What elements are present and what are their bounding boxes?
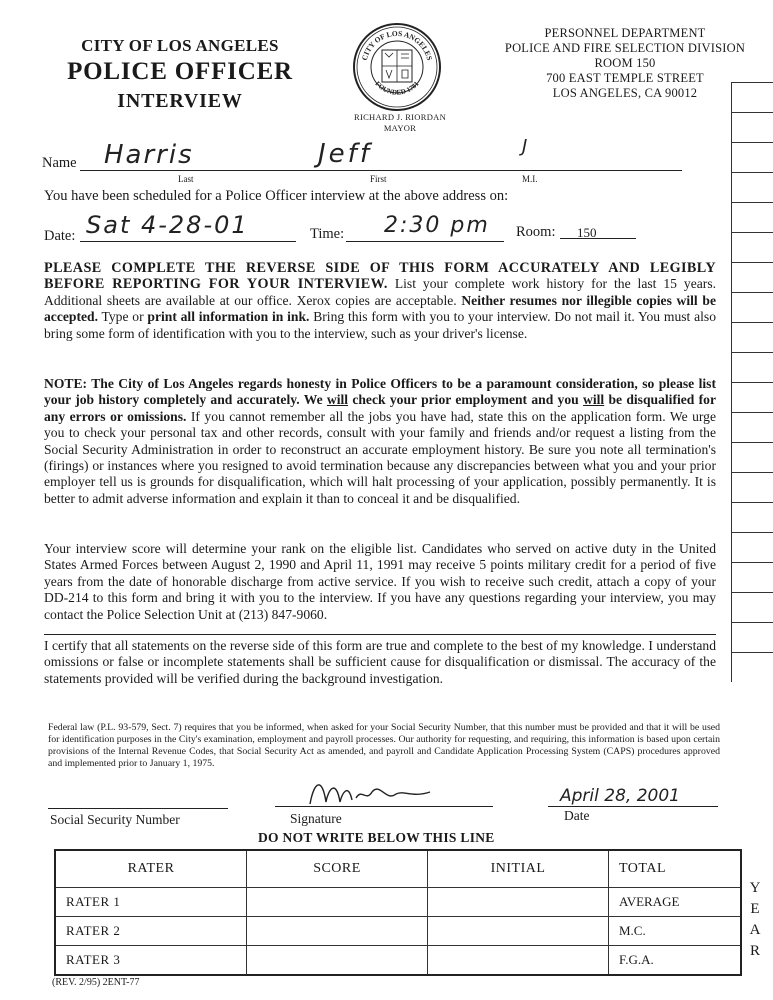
total-label: M.C.	[609, 917, 742, 946]
ssn-label: Social Security Number	[50, 812, 180, 827]
last-name-value[interactable]: Harris	[104, 140, 194, 170]
rater-label: RATER 2	[55, 917, 247, 946]
last-caption: Last	[178, 174, 194, 184]
schedule-text: You have been scheduled for a Police Officer interview at the above address on:	[44, 188, 509, 204]
initial-cell[interactable]	[428, 888, 609, 917]
score-cell[interactable]	[247, 946, 428, 976]
time-label: Time:	[310, 226, 345, 242]
do-not-write-notice: DO NOT WRITE BELOW THIS LINE	[258, 830, 495, 845]
date-signed-value[interactable]: April 28, 2001	[560, 786, 680, 806]
column-header: INITIAL	[428, 850, 609, 888]
city-name: CITY OF LOS ANGELES	[81, 36, 279, 55]
total-label: AVERAGE	[609, 888, 742, 917]
mi-caption: M.I.	[522, 174, 538, 184]
instructions-text: List your complete work history for the last 15 years. Additional sheets are available at our office. Xerox copies are acceptable.	[44, 276, 717, 308]
initial-cell[interactable]	[428, 917, 609, 946]
table-row	[55, 946, 741, 976]
note-text: If you cannot remember all the jobs you have had, state this on the application form. We urge you to check your personal tax and other records, consult with your family and friends and/or request a listing from the Social Security Administration in order to reconstruct an accurate employment history. Be sure you note all termination's (firings) or instances where you resigned to avoid termination because any discrepancies between what you and your prior employer tell us is grounds for disqualification, which will halt processing of your application, possibly permanently. It is better to admit adverse information and explain it than to conceal it and be disqualified.	[44, 408, 716, 506]
dept-line: PERSONNEL DEPARTMENT	[544, 26, 706, 40]
department-address	[500, 26, 750, 101]
time-underline	[346, 241, 504, 242]
year-vertical-label	[748, 878, 762, 962]
rater-label: RATER 1	[55, 888, 247, 917]
first-caption: First	[370, 174, 387, 184]
note-bold: be disqualified for any errors or omissions.	[44, 392, 716, 424]
year-letter: R	[749, 943, 760, 959]
federal-law-notice: Federal law (P.L. 93-579, Sect. 7) requires that you be informed, when asked for your Social Security Number, that this number must be provided and that it will be used for identification purposes in the City's examination, employment and payroll processes. Our authority for requesting, and requiring, this information is based upon certain provisions of the Internal Revenue Codes, that Social Security Act as amended, and payroll and Candidate Application Processing System (CAPS) procedures approved and implemented prior to January 1, 1975.	[48, 722, 720, 769]
column-header: TOTAL	[609, 850, 742, 888]
seal-top-text: CITY OF LOS ANGELES	[359, 28, 435, 62]
note-paragraph	[44, 376, 716, 507]
score-cell[interactable]	[247, 917, 428, 946]
note-bold: NOTE: The City of Los Angeles regards honesty in Police Officers to be a paramount consideration, so please list your job history completely and accurately. We	[44, 376, 716, 408]
total-label: F.G.A.	[609, 946, 742, 976]
signature-scribble[interactable]	[300, 772, 440, 812]
rater-table	[54, 849, 742, 976]
middle-initial-value[interactable]: J	[522, 136, 528, 157]
year-letter: E	[750, 901, 760, 917]
room-value[interactable]: 150	[577, 225, 597, 240]
year-letter: Y	[749, 880, 761, 896]
dept-line: POLICE AND FIRE SELECTION DIVISION	[504, 41, 746, 55]
name-underline	[80, 170, 682, 171]
year-letter: A	[749, 922, 761, 938]
form-header	[30, 36, 330, 113]
date-underline	[80, 241, 296, 242]
note-will: will	[326, 392, 349, 408]
column-header: SCORE	[247, 850, 428, 888]
instructions-bold: Neither resumes nor illegible copies will be accepted.	[44, 292, 716, 325]
table-header-row	[55, 850, 741, 888]
table-row	[55, 888, 741, 917]
score-cell[interactable]	[247, 888, 428, 917]
form-title: POLICE OFFICER	[67, 58, 293, 85]
signature-label: Signature	[290, 811, 342, 826]
mayor-title: MAYOR	[383, 123, 417, 133]
form-code: (REV. 2/95) 2ENT-77	[52, 977, 140, 988]
instructions-text: Type or	[97, 309, 148, 325]
form-subtitle: INTERVIEW	[117, 90, 243, 112]
date-value[interactable]: Sat 4-28-01	[86, 211, 249, 239]
date-signed-label: Date	[564, 808, 590, 823]
rater-label: RATER 3	[55, 946, 247, 976]
dept-line: 700 EAST TEMPLE STREET	[546, 71, 704, 85]
dept-line: ROOM 150	[594, 56, 656, 70]
room-label: Room:	[516, 224, 556, 240]
instructions-bold: print all information in ink.	[147, 309, 310, 325]
seal-bottom-text: FOUNDED 1781	[373, 79, 421, 97]
instructions-caps: PLEASE COMPLETE THE REVERSE SIDE OF THIS FORM ACCURATELY AND LEGIBLY BEFORE REPORTING FOR YOUR INTERVIEW.	[44, 260, 716, 293]
time-value[interactable]: 2:30 pm	[384, 213, 490, 238]
instructions-text: Bring this form with you to your interview. Do not mail it. You must also bring some form of identification with you to the interview, such as your driver's license.	[44, 309, 716, 341]
date-signed-underline	[548, 806, 718, 807]
instructions-paragraph	[44, 260, 716, 342]
year-column-box	[731, 82, 773, 682]
dept-line: LOS ANGELES, CA 90012	[552, 86, 698, 100]
column-header: RATER	[55, 850, 247, 888]
room-underline	[560, 238, 636, 239]
note-bold: check your prior employment and you	[348, 392, 584, 408]
city-seal-icon	[352, 22, 442, 112]
initial-cell[interactable]	[428, 946, 609, 976]
score-paragraph: Your interview score will determine your rank on the eligible list. Candidates who served on active duty in the United States Armed Forces between August 2, 1990 and April 11, 1991 may receive 5 points military credit for a period of five years from the date of honorable discharge from active service. If you wish to receive such credit, attach a copy of your DD-214 to this form and bring it with you to the interview. If you have any questions regarding your interview, you may contact the Police Selection Unit at (213) 847-9060.	[44, 541, 716, 622]
mayor-block	[330, 112, 470, 134]
mayor-name: RICHARD J. RIORDAN	[353, 112, 447, 122]
note-will: will	[583, 392, 605, 408]
date-label: Date:	[44, 228, 76, 244]
table-row	[55, 917, 741, 946]
name-label: Name	[42, 155, 77, 171]
divider-line	[44, 634, 716, 635]
certification-paragraph: I certify that all statements on the reverse side of this form are true and complete to the best of my knowledge. I understand omissions or false or incomplete statements shall be sufficient cause for disqualification or dismissal. The accuracy of the statements provided will be verified during the background investigation.	[44, 638, 716, 686]
first-name-value[interactable]: Jeff	[318, 139, 372, 169]
ssn-underline	[48, 808, 228, 809]
